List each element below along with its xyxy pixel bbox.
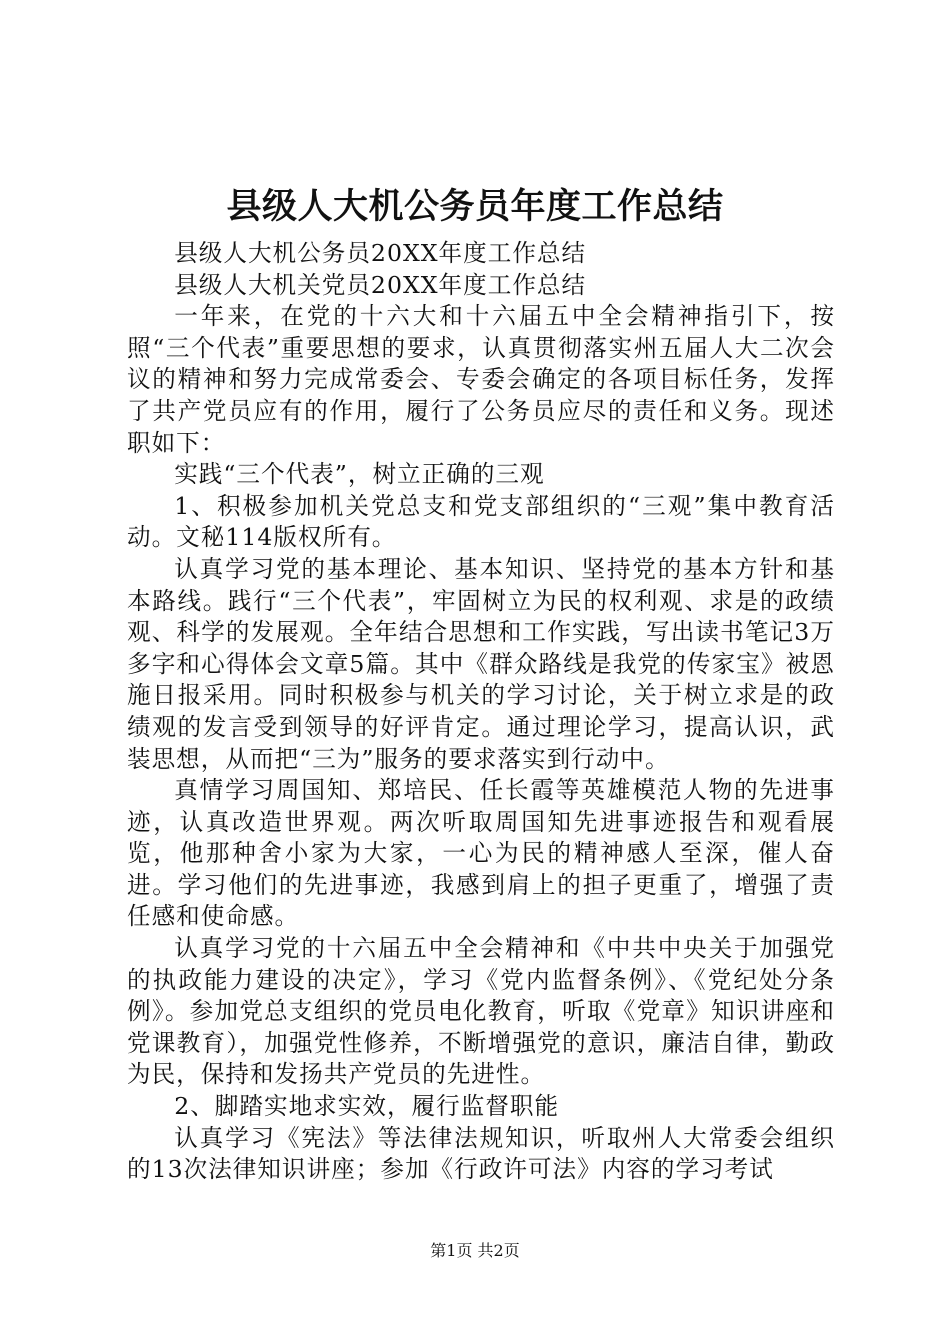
document-title: 县级人大机公务员年度工作总结 xyxy=(226,186,724,227)
paragraph-study-theory: 认真学习党的基本理论、基本知识、坚持党的基本方针和基本路线。践行“三个代表”，牢固树立为民的权利观、求是的政绩观、科学的发展观。全年结合思想和工作实践，写出读书笔记3万多字和心得体会文章5篇。其中《群众路线是我党的传家宝》被恩施日报采用。同时积极参与机关的学习讨论，关于树立求是的政绩观的发言受到领导的好评肯定。通过理论学习，提高认识，武装思想，从而把“三为”服务的要求落实到行动中。 xyxy=(127,554,835,773)
paragraph-study-models: 真情学习周国知、郑培民、任长霞等英雄模范人物的先进事迹，认真改造世界观。两次听取周国知先进事迹报告和观看展览，他那种舍小家为大家，一心为民的精神感人至深，催人奋进。学习他们的先进事迹，我感到肩上的担子更重了，增强了责任感和使命感。 xyxy=(127,776,835,931)
document-body xyxy=(127,238,835,1186)
paragraph-study-plenum: 认真学习党的十六届五中全会精神和《中共中央关于加强党的执政能力建设的决定》，学习《党内监督条例》、《党纪处分条例》。参加党总支组织的党员电化教育，听取《党章》知识讲座和党课教育），加强党性修养，不断增强党的意识，廉洁自律，勤政为民，保持和发扬共产党员的先进性。 xyxy=(127,934,835,1089)
paragraph-subtitle-1: 县级人大机公务员20XX年度工作总结 xyxy=(174,239,587,267)
section-heading-2: 2、脚踏实地求实效，履行监督职能 xyxy=(174,1092,560,1121)
paragraph-intro: 一年来，在党的十六大和十六届五中全会精神指引下，按照“三个代表”重要思想的要求，认真贯彻落实州五届人大二次会议的精神和努力完成常委会、专委会确定的各项目标任务，发挥了共产党员应有的作用，履行了公务员应尽的责任和义务。现述职如下： xyxy=(127,302,835,457)
paragraph-subtitle-2: 县级人大机关党员20XX年度工作总结 xyxy=(174,270,587,299)
paragraph-item-1: 1、积极参加机关党总支和党支部组织的“三观”集中教育活动。文秘114版权所有。 xyxy=(127,491,835,552)
page-footer: 第1页 共2页 xyxy=(430,1241,520,1260)
section-heading-1: 实践“三个代表”，树立正确的三观 xyxy=(174,460,545,489)
paragraph-law-study: 认真学习《宪法》等法律法规知识，听取州人大常委会组织的13次法律知识讲座；参加《行政许可法》内容的学习考试 xyxy=(127,1123,835,1184)
